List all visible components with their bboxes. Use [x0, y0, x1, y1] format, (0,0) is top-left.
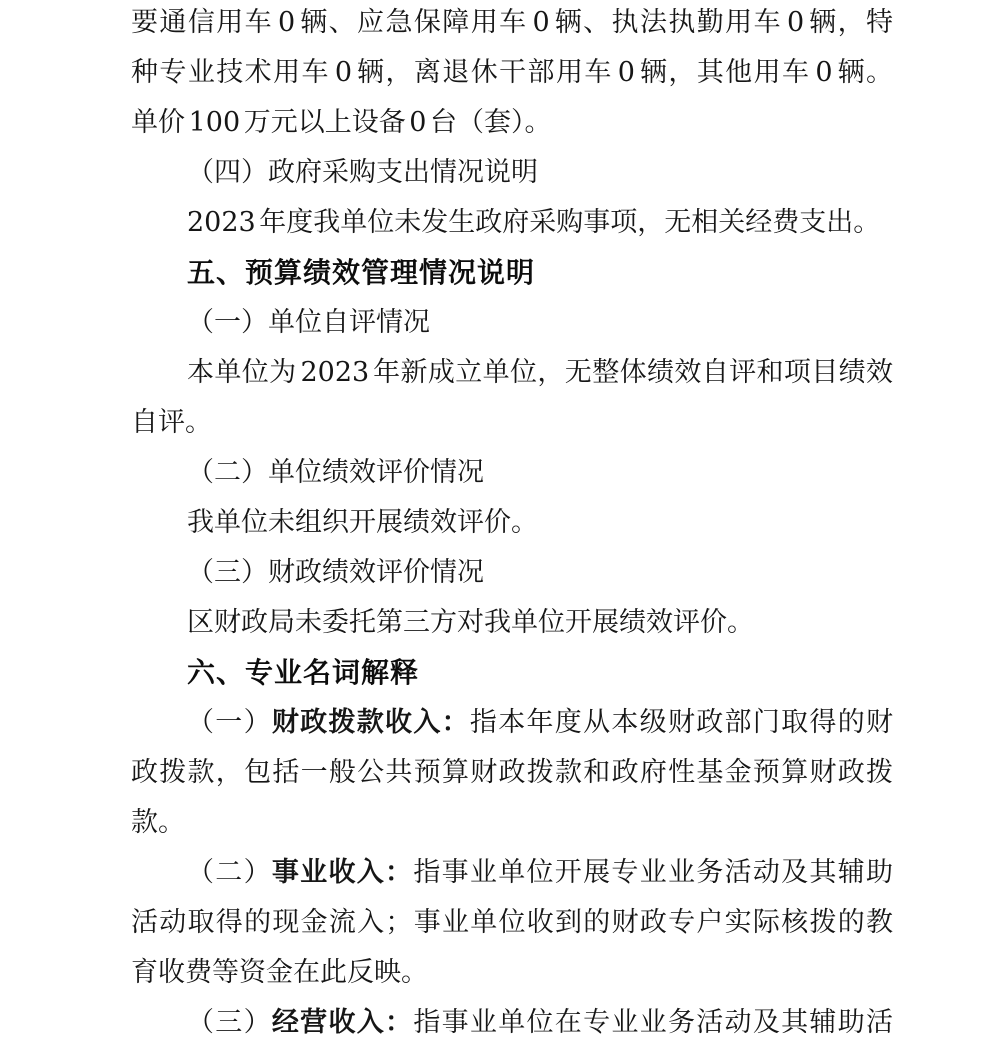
section-heading: [131, 248, 893, 298]
text-line: [131, 398, 893, 448]
term-emphasis: 经营收入：: [271, 1007, 414, 1038]
text-segment: （一）: [187, 707, 272, 738]
text-line: [131, 798, 893, 848]
text-line: [131, 898, 893, 948]
text-segment: 指本年度从本级财政部门取得的财: [469, 707, 893, 738]
text-segment: （二）单位绩效评价情况: [187, 457, 484, 488]
text-line: [131, 498, 893, 548]
text-segment: （一）单位自评情况: [187, 307, 430, 338]
text-segment: 2023 年度我单位未发生政府采购事项，无相关经费支出。: [187, 207, 881, 238]
term-emphasis: 事业收入：: [271, 857, 414, 888]
text-segment: （三）: [187, 1007, 272, 1038]
text-line: [131, 748, 893, 798]
text-segment: （三）财政绩效评价情况: [187, 557, 484, 588]
text-segment: 要通信用车 0 辆、应急保障用车 0 辆、执法执勤用车 0 辆，特: [131, 7, 893, 38]
text-line: [131, 0, 893, 48]
document-body: [131, 0, 893, 1043]
text-line: [131, 598, 893, 648]
text-line: [131, 998, 893, 1043]
text-segment: 种专业技术用车 0 辆，离退休干部用车 0 辆，其他用车 0 辆。: [131, 57, 893, 88]
text-segment: （二）: [187, 857, 272, 888]
text-line: [131, 148, 893, 198]
text-line: [131, 548, 893, 598]
term-emphasis: 财政拨款收入：: [271, 707, 470, 738]
text-segment: 政拨款，包括一般公共预算财政拨款和政府性基金预算财政拨: [131, 757, 893, 788]
text-segment: （四）政府采购支出情况说明: [187, 157, 538, 188]
text-line: [131, 198, 893, 248]
text-line: [131, 298, 893, 348]
text-line: [131, 448, 893, 498]
text-line: [131, 98, 893, 148]
text-segment: 单价 100 万元以上设备 0 台（套）。: [131, 107, 552, 138]
text-line: [131, 348, 893, 398]
text-segment: 区财政局未委托第三方对我单位开展绩效评价。: [187, 607, 754, 638]
text-segment: 款。: [131, 807, 185, 838]
text-line: [131, 948, 893, 998]
text-segment: 活动取得的现金流入；事业单位收到的财政专户实际核拨的教: [131, 907, 893, 938]
text-segment: 指事业单位在专业业务活动及其辅助活: [413, 1007, 893, 1038]
text-segment: 六、专业名词解释: [187, 656, 420, 689]
text-segment: 育收费等资金在此反映。: [131, 957, 428, 988]
text-line: [131, 848, 893, 898]
text-segment: 我单位未组织开展绩效评价。: [187, 507, 538, 538]
text-line: [131, 48, 893, 98]
text-segment: 本单位为 2023 年新成立单位，无整体绩效自评和项目绩效: [187, 357, 893, 388]
text-segment: 指事业单位开展专业业务活动及其辅助: [413, 857, 893, 888]
text-line: [131, 698, 893, 748]
text-segment: 自评。: [131, 407, 212, 438]
section-heading: [131, 648, 893, 698]
text-segment: 五、预算绩效管理情况说明: [187, 256, 536, 289]
